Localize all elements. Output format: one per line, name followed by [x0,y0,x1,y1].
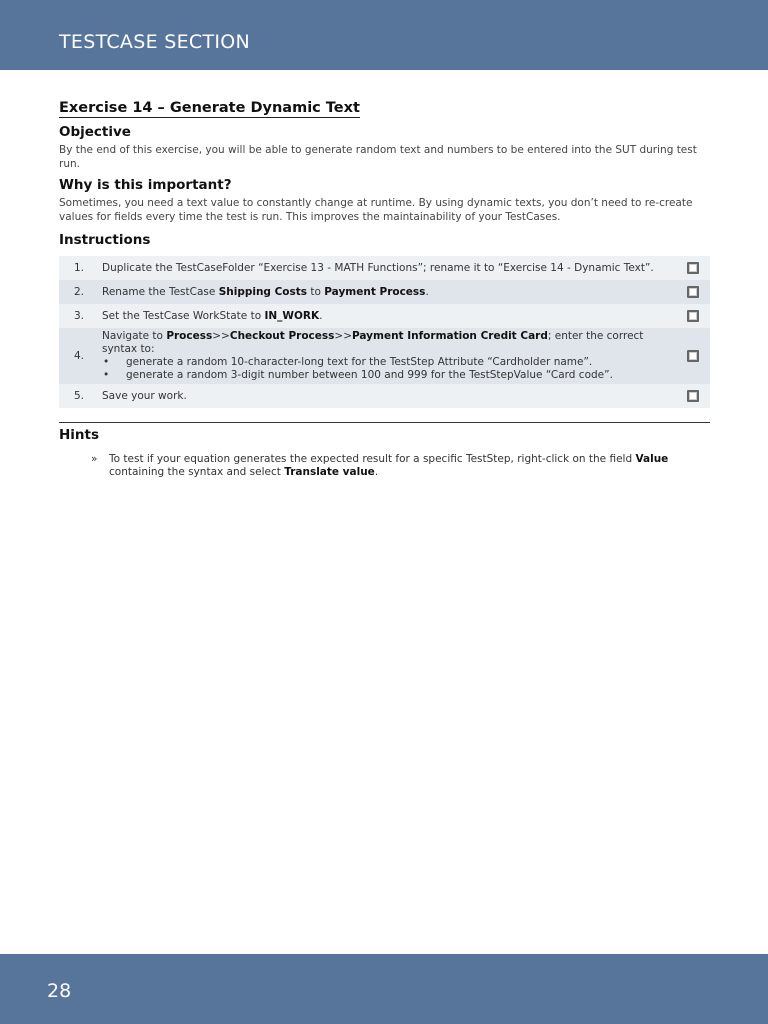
objective-heading: Objective [59,124,131,140]
step-text [102,281,675,304]
bold-text: Checkout Process [229,330,335,342]
step-sub-bullet [102,356,675,369]
step-number: 4. [73,349,84,362]
text-run: Navigate to [102,330,167,342]
text-run: . [374,466,379,478]
bullet-text: generate a random 3-digit number between 100 and 999 for the TestStepValue “Card code”. [126,369,613,381]
instructions-heading: Instructions [59,232,151,248]
hint-item [59,453,710,479]
instruction-step [59,280,710,304]
bold-text: IN_WORK [264,309,320,322]
step-line [102,286,675,299]
importance-text: Sometimes, you need a text value to constantly change at runtime. By using dynamic texts, you don’t need to re-create values for fields every time the test is run. This improves the maintainability of your TestCases. [59,197,693,223]
step-number: 1. [73,261,84,274]
checkbox-icon[interactable] [687,310,699,322]
checkbox-icon[interactable] [687,262,699,274]
text-run: ; enter the correct syntax to: [102,330,644,355]
checkbox-icon[interactable] [687,286,699,298]
bold-text: Process [166,330,213,342]
text-run: Save your work. [102,389,187,402]
bullet-mark: • [103,356,110,368]
step-line [102,310,675,323]
divider [59,422,710,423]
text-run: Duplicate the TestCaseFolder “Exercise 13 - MATH Functions”; rename it to “Exercise 14 - Dynamic Text”. [102,261,654,274]
text-run: to [307,285,325,298]
step-text [102,328,675,384]
instruction-step [59,384,710,408]
bold-text: Value [635,453,669,465]
page-number: 28 [47,980,72,1002]
step-number: 2. [73,285,84,298]
step-sub-bullet [102,369,675,382]
text-run: . [425,285,429,298]
footer-band [0,954,768,1024]
bullet-text: generate a random 10-character-long text for the TestStep Attribute “Cardholder name”. [126,356,593,368]
step-line [102,330,675,356]
step-number: 3. [73,309,84,322]
instruction-step [59,256,710,280]
header-band [0,0,768,70]
step-text [102,385,675,408]
text-run: >> [212,330,230,342]
checkbox-icon[interactable] [687,350,699,362]
bullet-mark: • [103,369,110,381]
text-run: To test if your equation generates the expected result for a specific TestStep, right-click on the field [109,453,636,465]
text-run: Set the TestCase WorkState to [102,309,265,322]
step-text [102,305,675,328]
bold-text: Payment Process [324,285,426,298]
step-text [102,257,675,280]
section-title: TESTCASE SECTION [59,31,251,53]
instruction-steps [59,256,710,408]
bold-text: Shipping Costs [218,285,308,298]
instruction-step [59,304,710,328]
objective-text: By the end of this exercise, you will be able to generate random text and numbers to be entered into the SUT during test run. [59,144,697,170]
bold-text: Payment Information Credit Card [352,330,548,342]
step-line [102,262,675,275]
text-run: containing the syntax and select [109,466,285,478]
main-content [59,96,710,479]
text-run: >> [334,330,352,342]
text-run: Rename the TestCase [102,285,219,298]
instruction-step [59,328,710,384]
hints-list [59,453,710,479]
text-run: . [319,309,323,322]
importance-heading: Why is this important? [59,177,232,193]
hints-heading: Hints [59,427,100,443]
step-line [102,390,675,403]
hint-marker: » [91,453,98,465]
bold-text: Translate value [284,466,375,478]
exercise-title: Exercise 14 – Generate Dynamic Text [59,100,360,116]
checkbox-icon[interactable] [687,390,699,402]
step-number: 5. [73,389,84,402]
hint-text [109,453,710,479]
